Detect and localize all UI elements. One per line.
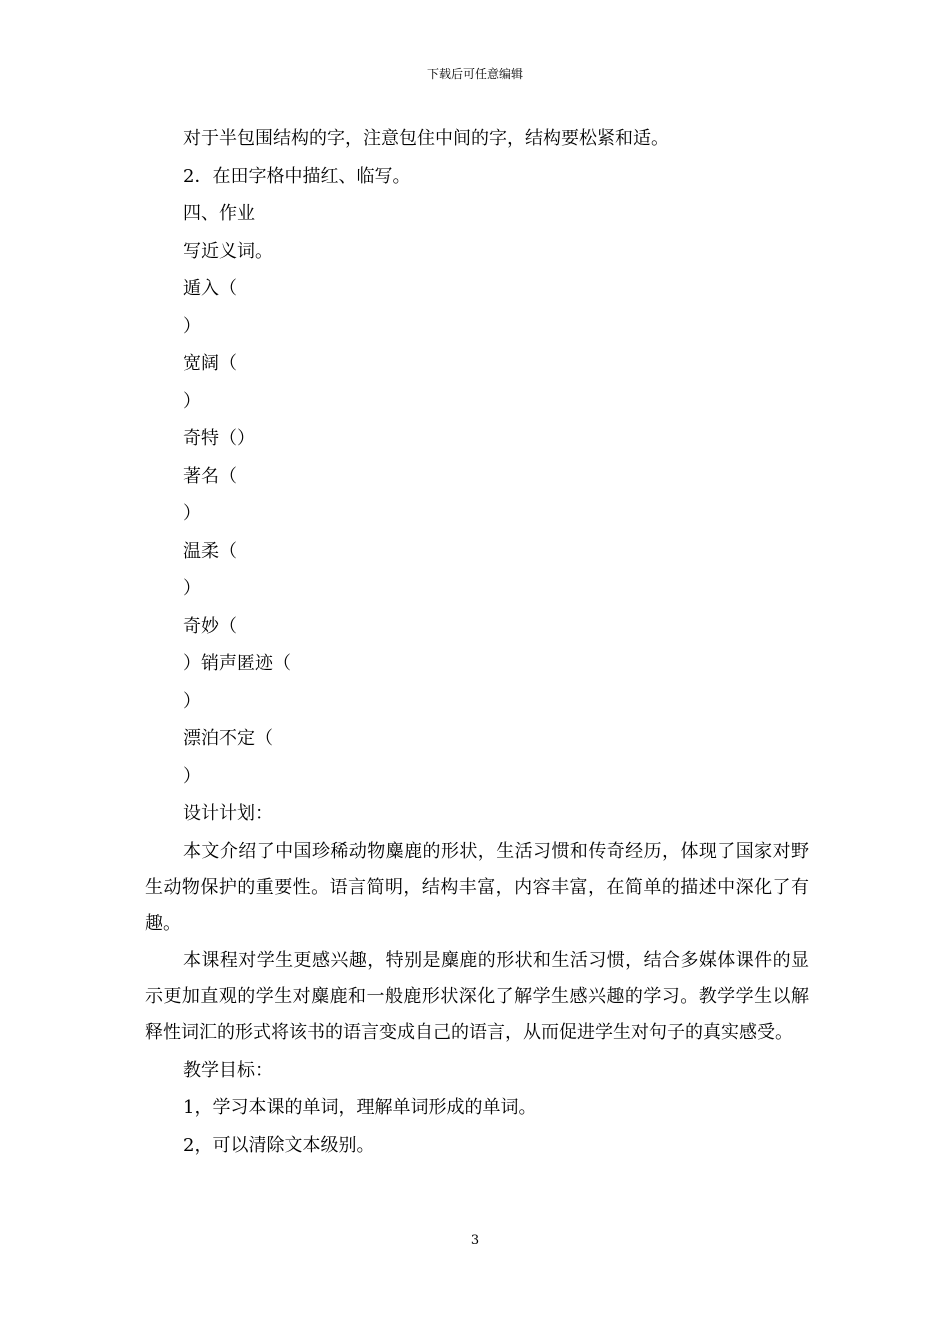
vocab-item: 遁入（ — [183, 278, 237, 299]
body-line: 对于半包围结构的字，注意包住中间的字，结构要松紧和适。 — [183, 128, 669, 149]
vocab-item: 宽阔（ — [183, 353, 237, 374]
vocab-item: 温柔（ — [183, 540, 237, 562]
section-heading: 教学目标： — [183, 1059, 273, 1081]
section-heading: 设计计划： — [183, 803, 273, 824]
vocab-item: ） — [183, 315, 201, 337]
document-body — [145, 120, 809, 1164]
vocab-item: ） — [183, 390, 201, 412]
paragraph: 本课程对学生更感兴趣，特别是麋鹿的形状和生活习惯，结合多媒体课件的显示更加直观的学生对麋鹿和一般鹿形状深化了解学生感兴趣的学习。教学学生以解释性词汇的形式将该书的语言变成自己的语言，从而促进学生对句子的真实感受。 — [145, 949, 809, 1043]
vocab-item: 奇特（） — [183, 428, 255, 449]
vocab-item: 著名（ — [183, 465, 237, 487]
body-line: 写近义词。 — [183, 240, 273, 262]
page-header: 下载后可任意编辑 — [426, 67, 523, 81]
vocab-item: ） — [183, 690, 201, 712]
paragraph: 本文介绍了中国珍稀动物麋鹿的形状，生活习惯和传奇经历，体现了国家对野生动物保护的重要性。语言简明，结构丰富，内容丰富，在简单的描述中深化了有趣。 — [145, 840, 809, 934]
vocab-item: ）销声匿迹（ — [183, 653, 291, 674]
page-number: 3 — [470, 1233, 480, 1248]
vocab-item: ） — [183, 765, 201, 787]
goal-item: 2，可以清除文本级别。 — [183, 1134, 375, 1156]
body-line: 2．在田字格中描红、临写。 — [183, 165, 411, 187]
vocab-item: ） — [183, 503, 201, 524]
section-heading: 四、作业 — [183, 203, 255, 224]
goal-item: 1，学习本课的单词，理解单词形成的单词。 — [183, 1097, 537, 1118]
vocab-item: 漂泊不定（ — [183, 728, 273, 749]
vocab-item: ） — [183, 578, 201, 599]
vocab-item: 奇妙（ — [183, 615, 237, 637]
